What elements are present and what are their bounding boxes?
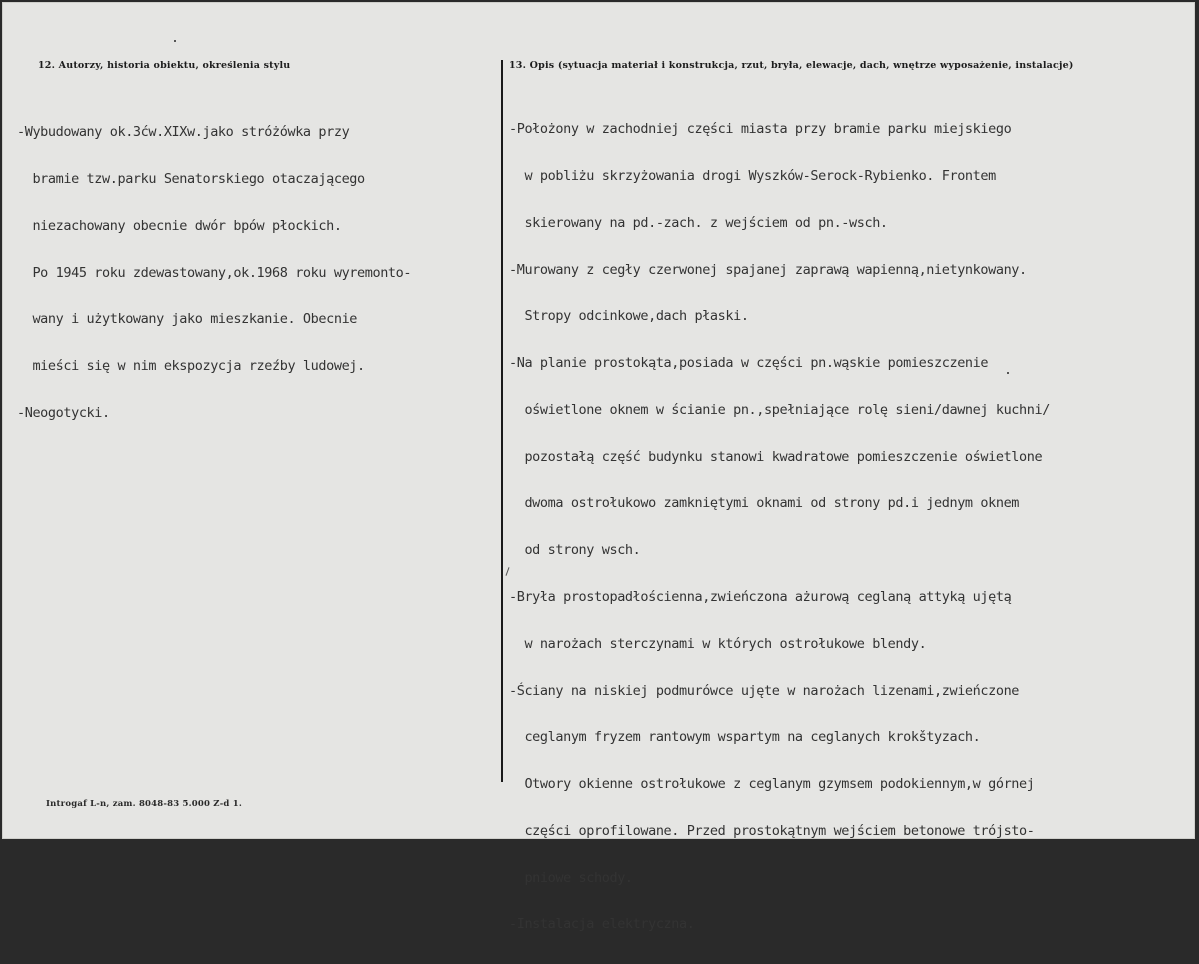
typed-line: -Na planie prostokąta,posiada w części pn.wąskie pomieszczenie [509,355,989,372]
section-13-text [509,91,1050,964]
typed-line: niezachowany obecnie dwór bpów płockich. [17,217,342,234]
typed-line: Po 1945 roku zdewastowany,ok.1968 roku wyremonto- [17,264,412,281]
typed-line: w narożach sterczynami w których ostrołukowe blendy. [509,635,927,652]
section-12-heading: 12. Autorzy, historia obiektu, określenia stylu [38,60,291,71]
typed-line: -Instalacja elektryczna. [509,916,695,933]
typed-line: mieści się w nim ekspozycja rzeźby ludowej. [17,358,365,375]
record-card [2,2,1195,933]
typed-line: oświetlone oknem w ścianie pn.,spełniające rolę sieni/dawnej kuchni/ [509,401,1050,418]
typed-line: -Położony w zachodniej części miasta przy bramie parku miejskiego [509,121,1012,138]
printer-imprint: Introgaf L-n, zam. 8048-83 5.000 Z-d 1. [46,799,243,809]
column-divider [501,60,503,782]
typed-line: od strony wsch. [509,542,641,559]
typed-line: Stropy odcinkowe,dach płaski. [509,308,749,325]
typed-line: wany i użytkowany jako mieszkanie. Obecnie [17,311,358,328]
typed-line: -Bryła prostopadłościenna,zwieńczona ażurową ceglaną attyką ujętą [509,589,1012,605]
typed-line: w pobliżu skrzyżowania drogi Wyszków-Serock-Rybienko. Frontem [509,167,996,184]
paper-speck [1007,372,1009,374]
typed-line: pozostałą część budynku stanowi kwadratowe pomieszczenie oświetlone [509,448,1043,465]
typed-line: -Neogotycki. [17,404,110,421]
typed-line: pniowe schody. [509,869,633,886]
section-12-text [17,94,411,453]
section-13-heading: 13. Opis (sytuacja materiał i konstrukcja, rzut, bryła, elewacje, dach, wnętrze wyposażenie, instalacje) [509,60,1074,71]
paper-speck [174,40,176,42]
typed-line: Otwory okienne ostrołukowe z ceglanym gzymsem podokiennym,w górnej [509,776,1035,793]
typed-line: skierowany na pd.-zach. z wejściem od pn.-wsch. [509,214,888,231]
typed-line: dwoma ostrołukowo zamkniętymi oknami od strony pd.i jednym oknem [509,495,1020,512]
typed-line: bramie tzw.parku Senatorskiego otaczającego [17,170,365,187]
typed-line: -Wybudowany ok.3ćw.XIXw.jako stróżówka przy [17,124,350,141]
typed-line: części oprofilowane. Przed prostokątnym wejściem betonowe trójsto- [509,822,1035,839]
typed-line: -Murowany z cegły czerwonej spajanej zaprawą wapienną,nietynkowany. [509,261,1027,278]
typed-line: ceglanym fryzem rantowym wspartym na ceglanych krokštyzach. [509,729,981,746]
typed-line: -Ściany na niskiej podmurówce ujęte w narożach lizenami,zwieńczone [509,682,1020,699]
